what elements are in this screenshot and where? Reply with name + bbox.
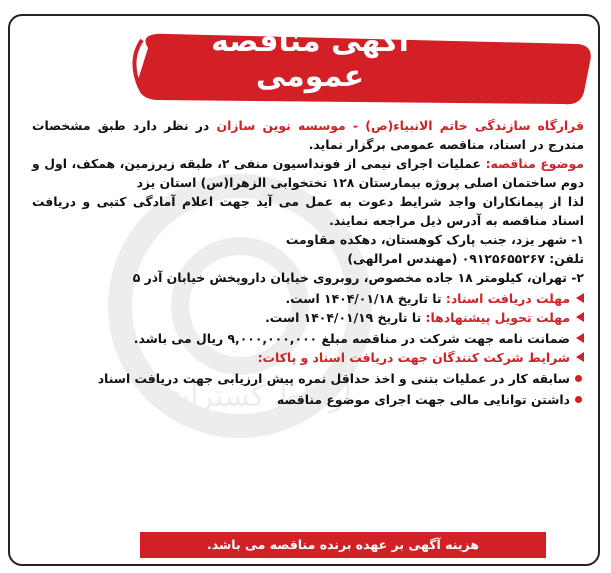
list-item [32, 369, 584, 388]
subject-paragraph [32, 154, 584, 192]
docs-deadline-text: تا تاریخ ۱۴۰۴/۰۱/۱۸ است. [285, 291, 446, 306]
page-title: آگهی مناقصه عمومی [211, 24, 409, 94]
arrow-icon [576, 312, 584, 322]
bids-deadline-label: مهلت تحویل پیشنهادها: [425, 310, 570, 325]
watermark-text: ارتباط گستران [168, 379, 352, 414]
condition-1: سابقه کار در عملیات بتنی و اخذ حداقل نمره پیش ارزیابی جهت دریافت اسناد [97, 371, 570, 386]
address-2: ۲- تهران، کیلومتر ۱۸ جاده مخصوص، روبروی خیابان داروپخش خیابان آذر ۵ [132, 270, 584, 285]
subject-label: موضوع مناقصه: [485, 156, 584, 171]
guarantee-line [32, 329, 584, 348]
notice-body [32, 116, 584, 409]
docs-deadline [32, 289, 584, 308]
bids-deadline-text: تا تاریخ ۱۴۰۴/۰۱/۱۹ است. [265, 310, 426, 325]
arrow-icon [576, 293, 584, 303]
intro-text: در نظر دارد طبق مشخصات مندرج در اسناد، مناقصه عمومی برگزار نماید. [32, 118, 584, 152]
intro-paragraph [32, 116, 584, 154]
condition-2: داشتن توانایی مالی جهت اجرای موضوع مناقصه [276, 392, 570, 407]
bids-deadline [32, 308, 584, 327]
organizer-name: قرارگاه سازندگی خاتم الانبیاء(ص) - موسسه نوین سازان [216, 118, 584, 133]
phone-line: تلفن: ۰۹۱۲۵۶۵۵۲۶۷ (مهندس امرالهی) [347, 251, 584, 266]
address-1: ۱- شهر یزد، جنب پارک کوهستان، دهکده مقاومت [285, 232, 584, 247]
arrow-icon [576, 333, 584, 343]
list-item [32, 390, 584, 409]
footer-note: هزینه آگهی بر عهده برنده مناقصه می باشد. [140, 532, 546, 558]
subject-text: عملیات اجرای نیمی از فونداسیون منفی ۲، طبقه زیرزمین، همکف، اول و دوم ساختمان اصلی پروژه بیمارستان ۱۲۸ تختخوابی الزهرا(س) استان یزد [32, 156, 584, 190]
guarantee-text: ضمانت نامه جهت شرکت در مناقصه مبلغ ۹,۰۰۰,۰۰۰,۰۰۰ ریال می باشد. [133, 331, 570, 346]
bullet-icon [575, 396, 582, 403]
conditions-label: شرایط شرکت کنندگان جهت دریافت اسناد و پاکات: [257, 350, 570, 365]
tender-notice-frame [8, 14, 600, 566]
bullet-icon [575, 375, 582, 382]
invitation-paragraph: لذا از پیمانکاران واجد شرایط دعوت به عمل می آید جهت اعلام آمادگی کتبی و دریافت اسناد مناقصه به آدرس ذیل مراجعه نمایند. [32, 194, 584, 228]
arrow-icon [576, 352, 584, 362]
conditions-heading [32, 348, 584, 367]
docs-deadline-label: مهلت دریافت اسناد: [445, 291, 570, 306]
